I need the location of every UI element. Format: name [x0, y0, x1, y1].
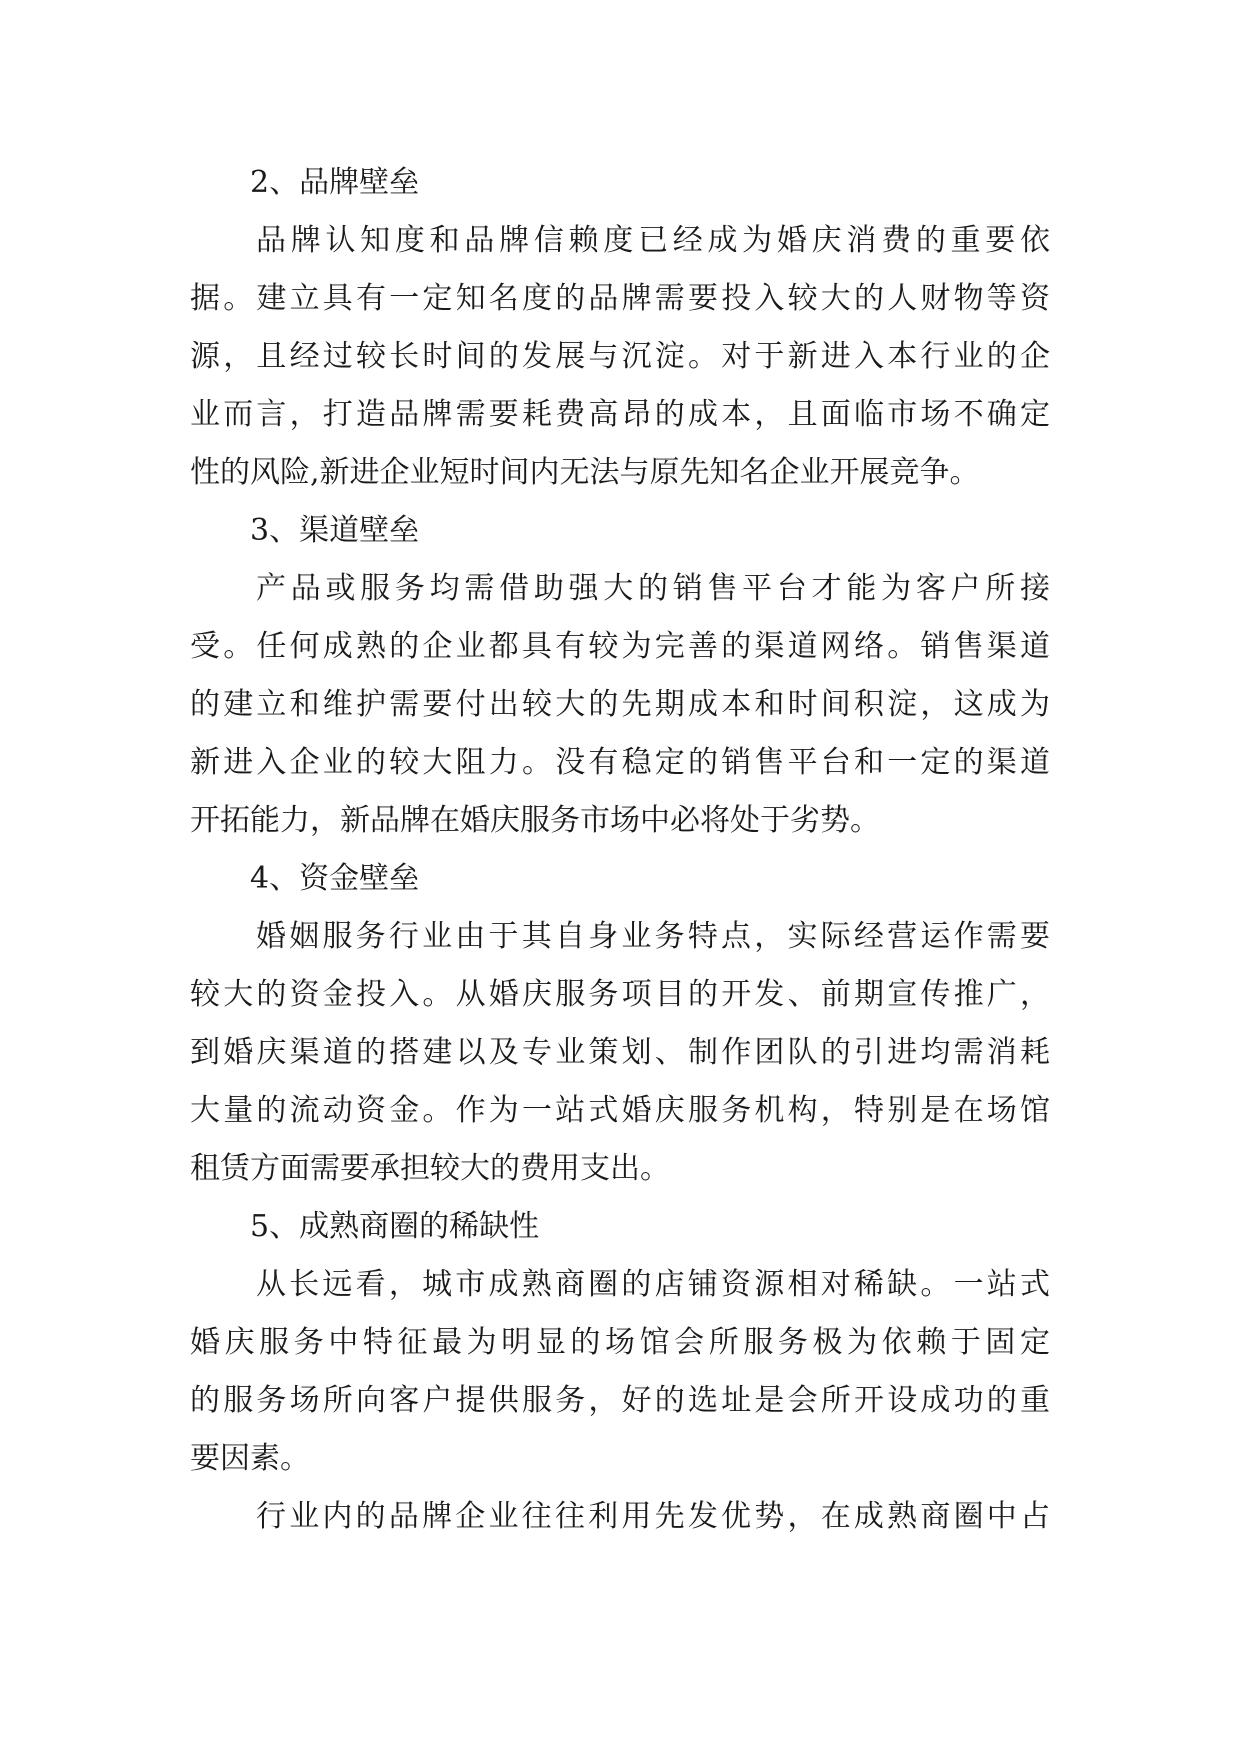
paragraph-line: 性的风险,新进企业短时间内无法与原先知名企业开展竞争。: [190, 455, 980, 490]
paragraph-line: 据。建立具有一定知名度的品牌需要投入较大的人财物等资: [190, 281, 1050, 316]
paragraph-line: 产品或服务均需借助强大的销售平台才能为客户所接: [256, 571, 1050, 606]
paragraph-line: 婚姻服务行业由于其自身业务特点，实际经营运作需要: [256, 919, 1050, 954]
document-body: [190, 154, 1050, 1546]
section-heading-channel-barrier: 3、渠道壁垒: [250, 513, 420, 548]
paragraph-line: 业而言，打造品牌需要耗费高昂的成本，且面临市场不确定: [190, 397, 1050, 432]
paragraph-line: 的服务场所向客户提供服务，好的选址是会所开设成功的重: [190, 1383, 1050, 1418]
paragraph-line: 受。任何成熟的企业都具有较为完善的渠道网络。销售渠道: [190, 629, 1050, 664]
paragraph-line: 从长远看，城市成熟商圈的店铺资源相对稀缺。一站式: [256, 1267, 1050, 1302]
paragraph-line: 大量的流动资金。作为一站式婚庆服务机构，特别是在场馆: [190, 1093, 1050, 1128]
paragraph-line: 品牌认知度和品牌信赖度已经成为婚庆消费的重要依: [256, 223, 1050, 258]
paragraph-line: 开拓能力，新品牌在婚庆服务市场中必将处于劣势。: [190, 803, 880, 838]
paragraph-line: 到婚庆渠道的搭建以及专业策划、制作团队的引进均需消耗: [190, 1035, 1050, 1070]
section-heading-capital-barrier: 4、资金壁垒: [250, 861, 420, 896]
paragraph-line: 源，且经过较长时间的发展与沉淀。对于新进入本行业的企: [190, 339, 1050, 374]
paragraph-line: 新进入企业的较大阻力。没有稳定的销售平台和一定的渠道: [190, 745, 1050, 780]
paragraph-line: 的建立和维护需要付出较大的先期成本和时间积淀，这成为: [190, 687, 1050, 722]
paragraph-line: 较大的资金投入。从婚庆服务项目的开发、前期宣传推广，: [190, 977, 1050, 1012]
paragraph-line: 租赁方面需要承担较大的费用支出。: [190, 1151, 670, 1186]
section-heading-business-district: 5、成熟商圈的稀缺性: [250, 1209, 540, 1244]
section-heading-brand-barrier: 2、品牌壁垒: [250, 165, 420, 200]
paragraph-line: 要因素。: [190, 1441, 310, 1476]
paragraph-line: 行业内的品牌企业往往利用先发优势，在成熟商圈中占: [256, 1499, 1050, 1534]
paragraph-line: 婚庆服务中特征最为明显的场馆会所服务极为依赖于固定: [190, 1325, 1050, 1360]
